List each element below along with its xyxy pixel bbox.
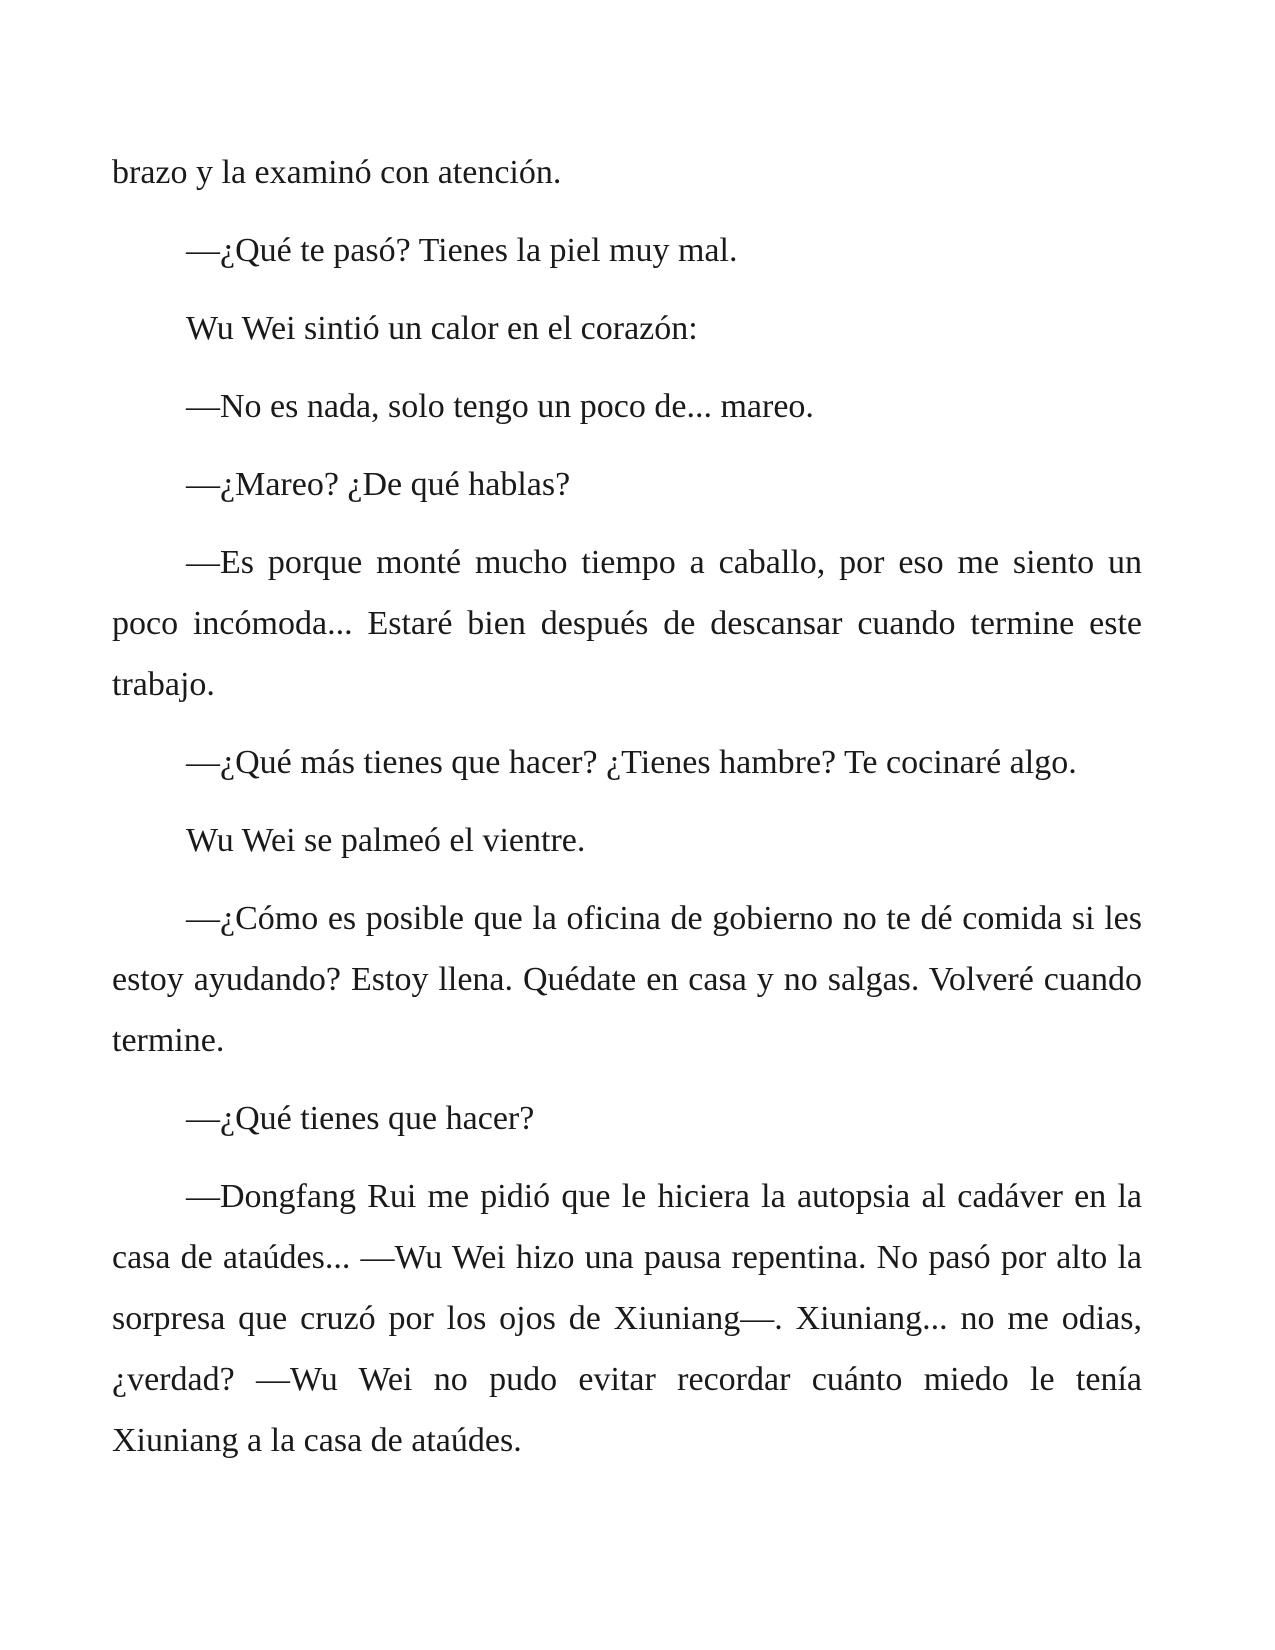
paragraph-11: —Dongfang Rui me pidió que le hiciera la autopsia al cadáver en la casa de ataúdes... —Wu Wei hizo una pausa repentina. No pasó por alto la sorpresa que cruzó por los ojos de Xiuniang—. Xiuniang... no me odias, ¿verdad? —Wu Wei no pudo evitar recordar cuánto miedo le tenía Xiuniang a la casa de ataúdes. [112, 1178, 1142, 1459]
paragraph-1: brazo y la examinó con atención. [112, 154, 562, 191]
paragraph-6: —Es porque monté mucho tiempo a caballo, por eso me siento un poco incómoda... Estaré bien después de descansar cuando termine este trabajo. [112, 544, 1142, 703]
document-body [112, 142, 1142, 1488]
paragraph-9: —¿Cómo es posible que la oficina de gobierno no te dé comida si les estoy ayudando? Estoy llena. Quédate en casa y no salgas. Volveré cuando termine. [112, 900, 1142, 1059]
paragraph-10: —¿Qué tienes que hacer? [186, 1100, 535, 1137]
paragraph-8: Wu Wei se palmeó el vientre. [186, 822, 586, 859]
paragraph-4: —No es nada, solo tengo un poco de... mareo. [186, 388, 814, 425]
paragraph-5: —¿Mareo? ¿De qué hablas? [186, 466, 571, 503]
paragraph-2: —¿Qué te pasó? Tienes la piel muy mal. [186, 232, 738, 269]
paragraph-3: Wu Wei sintió un calor en el corazón: [186, 310, 698, 347]
paragraph-7: —¿Qué más tienes que hacer? ¿Tienes hambre? Te cocinaré algo. [186, 744, 1077, 781]
